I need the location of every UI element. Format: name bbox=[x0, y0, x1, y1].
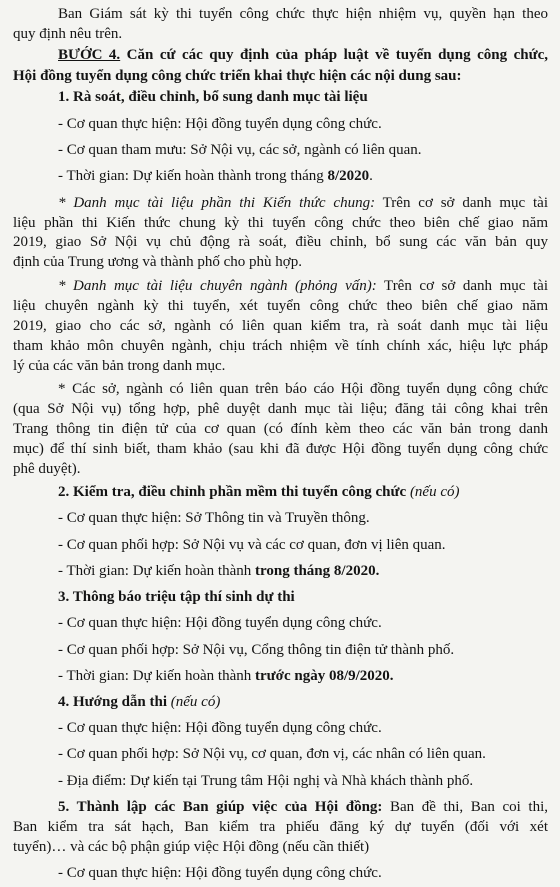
section1-p1-line-3: 2019, giao Sở Nội vụ chủ động rà soát, điều chỉnh, bổ sung các văn bản quy bbox=[13, 234, 548, 251]
section1-p3-line-4: mục) để thí sinh biết, tham khảo (sau khi đã được Hội đồng tuyển dụng công chức bbox=[13, 440, 548, 457]
section1-p1-line-4: định của Trung ương và thành phố cho phù hợp. bbox=[13, 254, 302, 271]
section2-item-3-deadline: trong tháng 8/2020. bbox=[255, 562, 380, 579]
section4-heading-text: 4. Hướng dẫn thi bbox=[58, 694, 171, 711]
section3-item-1: - Cơ quan thực hiện: Hội đồng tuyển dụng công chức. bbox=[58, 615, 382, 632]
section5-heading-rest: Ban đề thi, Ban coi thi, bbox=[382, 798, 548, 815]
section3-item-3-prefix: - Thời gian: Dự kiến hoàn thành bbox=[58, 667, 255, 684]
section1-p2-line-3: 2019, giao cho các sở, ngành có liên quan kiểm tra, rà soát danh mục tài liệu bbox=[13, 317, 548, 334]
section1-item-3-suffix: . bbox=[369, 167, 373, 184]
section5-line-3: tuyển)… và các bộ phận giúp việc Hội đồng (nếu cần thiết) bbox=[13, 838, 370, 855]
section1-item-3-prefix: - Thời gian: Dự kiến hoàn thành trong tháng bbox=[58, 167, 328, 184]
step4-label: BƯỚC 4. bbox=[58, 47, 121, 64]
section1-p1-label: * Danh mục tài liệu phần thi Kiến thức chung: bbox=[58, 194, 376, 211]
section1-p3-line-5: phê duyệt). bbox=[13, 460, 81, 477]
section3-item-2: - Cơ quan phối hợp: Sở Nội vụ, Cổng thông tin điện tử thành phố. bbox=[58, 641, 455, 658]
section2-heading bbox=[58, 482, 460, 503]
section5-item-1: - Cơ quan thực hiện: Hội đồng tuyển dụng công chức. bbox=[58, 865, 382, 881]
section4-item-3: - Địa điểm: Dự kiến tại Trung tâm Hội nghị và Nhà khách thành phố. bbox=[58, 772, 474, 789]
section2-heading-text: 2. Kiểm tra, điều chỉnh phần mềm thi tuyển công chức bbox=[58, 484, 410, 501]
step4-line-1 bbox=[58, 45, 548, 66]
section1-p2-line-2: liệu chuyên ngành kỳ thi tuyển, xét tuyển công chức theo biên chế giao năm bbox=[13, 297, 548, 314]
section5-line-1 bbox=[58, 797, 548, 818]
section1-p3-line-1: * Các sở, ngành có liên quan trên báo cáo Hội đồng tuyển dụng công chức bbox=[58, 381, 548, 398]
section5-heading: 5. Thành lập các Ban giúp việc của Hội đồng: bbox=[58, 798, 383, 815]
section1-p2-line-4: tham khảo môn chuyên ngành, chịu trách nhiệm về tính chính xác, hiệu lực pháp bbox=[13, 337, 548, 354]
section2-item-3 bbox=[58, 561, 379, 582]
section4-item-1: - Cơ quan thực hiện: Hội đồng tuyển dụng công chức. bbox=[58, 720, 382, 737]
section1-p3-line-2: (qua Sở Nội vụ) tổng hợp, phê duyệt danh mục tài liệu; đăng tải công khai trên bbox=[13, 400, 548, 417]
section1-item-2: - Cơ quan tham mưu: Sở Nội vụ, các sở, ngành có liên quan. bbox=[58, 142, 422, 159]
section1-p1-rest: Trên cơ sở danh mục tài bbox=[375, 194, 548, 211]
section2-item-1: - Cơ quan thực hiện: Sở Thông tin và Truyền thông. bbox=[58, 510, 370, 527]
section1-p1-line-1 bbox=[58, 193, 548, 214]
section4-heading bbox=[58, 692, 220, 713]
section1-p2-label: * Danh mục tài liệu chuyên ngành (phỏng vấn): bbox=[58, 277, 377, 294]
section3-item-3 bbox=[58, 666, 394, 687]
section1-p2-rest: Trên cơ sở danh mục tài bbox=[376, 277, 548, 294]
section3-heading: 3. Thông báo triệu tập thí sinh dự thi bbox=[58, 589, 295, 606]
section1-item-3-date: 8/2020 bbox=[327, 167, 370, 184]
section4-heading-note: (nếu có) bbox=[170, 694, 221, 711]
step4-line-2: Hội đồng tuyển dụng công chức triển khai thực hiện các nội dung sau: bbox=[13, 68, 462, 85]
section1-p2-line-5: lý của các văn bản trong danh mục. bbox=[13, 357, 226, 374]
section3-item-3-deadline: trước ngày 08/9/2020. bbox=[255, 667, 394, 684]
section2-item-2: - Cơ quan phối hợp: Sở Nội vụ và các cơ quan, đơn vị liên quan. bbox=[58, 536, 446, 553]
section1-p1-line-2: liệu phần thi Kiến thức chung kỳ thi tuyển công chức theo biên chế giao năm bbox=[13, 214, 548, 231]
section2-item-3-prefix: - Thời gian: Dự kiến hoàn thành bbox=[58, 562, 255, 579]
intro-line-1: Ban Giám sát kỳ thi tuyển công chức thực hiện nhiệm vụ, quyền hạn theo bbox=[58, 5, 548, 22]
section5-line-2: Ban kiểm tra sát hạch, Ban kiểm tra phiếu đăng ký dự tuyển (đối với xét bbox=[13, 818, 548, 835]
section1-heading: 1. Rà soát, điều chỉnh, bổ sung danh mục tài liệu bbox=[58, 88, 368, 105]
section4-item-2: - Cơ quan phối hợp: Sở Nội vụ, cơ quan, đơn vị, các nhân có liên quan. bbox=[58, 746, 486, 763]
section1-p3-line-3: Trang thông tin điện tử của cơ quan (có đính kèm theo các văn bản trong danh bbox=[13, 420, 548, 437]
section2-heading-note: (nếu có) bbox=[409, 484, 460, 501]
intro-line-2: quy định nêu trên. bbox=[13, 26, 123, 43]
section1-p2-line-1 bbox=[58, 276, 548, 297]
step4-line-1-rest: Căn cứ các quy định của pháp luật về tuyển dụng công chức, bbox=[120, 47, 548, 64]
section1-item-1: - Cơ quan thực hiện: Hội đồng tuyển dụng công chức. bbox=[58, 115, 382, 132]
section1-item-3 bbox=[58, 166, 373, 187]
